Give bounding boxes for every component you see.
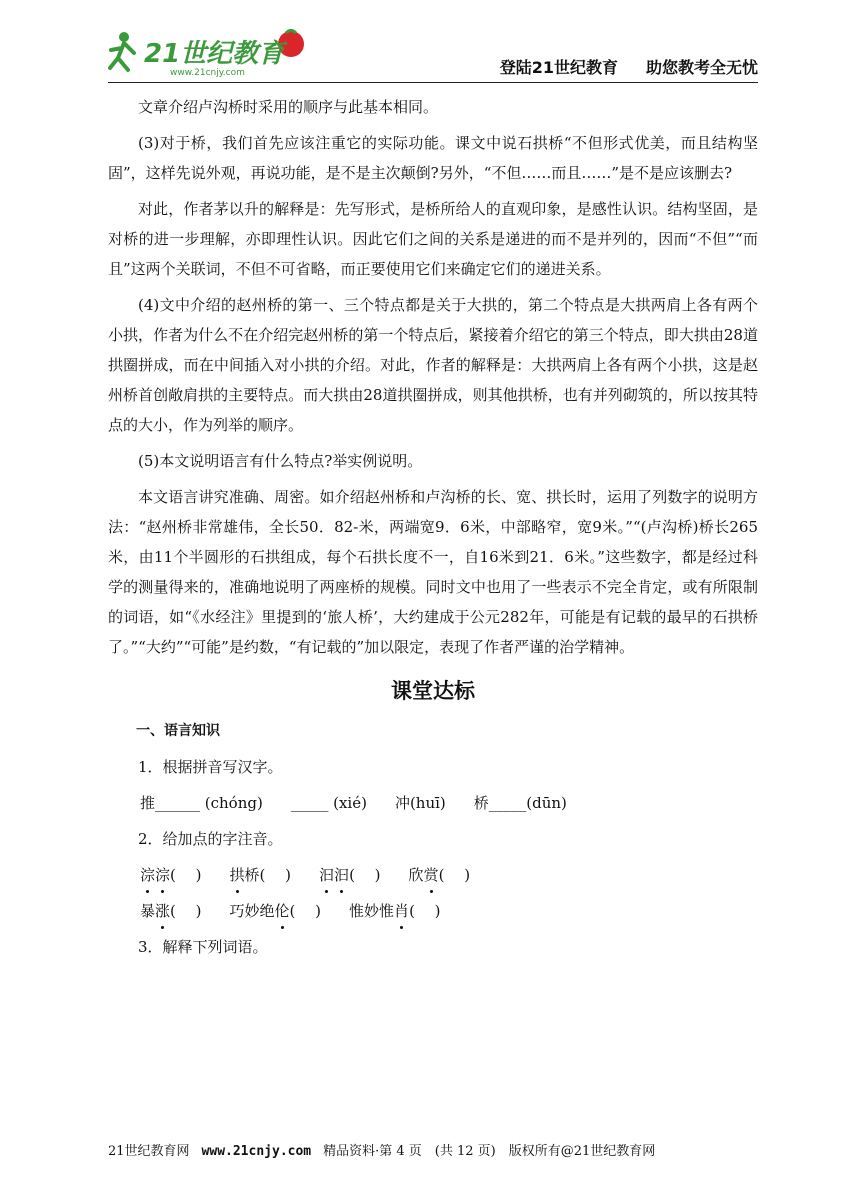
logo-url: www.21cnjy.com — [170, 68, 245, 78]
dotted-word: 暴涨( ) — [140, 902, 202, 920]
pinyin-items — [108, 788, 758, 818]
footer-site: 21世纪教育网 — [108, 1144, 190, 1159]
dotted-word: 拱桥( ) — [230, 866, 292, 884]
pinyin-item: 桥_____(dūn) — [473, 794, 567, 812]
section-title: 一、语言知识 — [136, 723, 220, 739]
question-3: 3．解释下列词语。 — [138, 938, 268, 956]
pinyin-item: _____ (xié) — [290, 794, 367, 812]
dotted-char: 伦 — [275, 896, 290, 926]
dotted-char: 涨 — [155, 896, 170, 926]
dotted-char: 肖 — [394, 896, 409, 926]
logo-text: 21世纪教育 — [144, 39, 285, 69]
dotted-word: 惟妙惟肖( ) — [349, 902, 441, 920]
paragraph: 本文语言讲究准确、周密。如介绍赵州桥和卢沟桥的长、宽、拱长时，运用了列数字的说明方法：“赵州桥非常雄伟，全长50．82-米，两端宽9．6米，中部略窄，宽9米。”“(卢沟桥)桥长265米，由11个半圆形的石拱组成，每个石拱长度不一，自16米到21．6米。”这些数字，都是经过科学的测量得来的，准确地说明了两座桥的规模。同时文中也用了一些表示不完全肯定，或有所限制的词语，如“《水经注》里提到的‘旅人桥’，大约建成于公元282年，可能是有记载的最早的石拱桥了。”“大约”“可能”是约数，“有记载的”加以限定，表现了作者严谨的治学精神。 — [108, 488, 758, 656]
paragraph: 对此，作者茅以升的解释是：先写形式，是桥所给人的直观印象，是感性认识。结构坚固，是对桥的进一步理解，亦即理性认识。因此它们之间的关系是递进的而不是并列的，因而“不但”“而且”这两个关联词，不但不可省略，而正要使用它们来确定它们的递进关系。 — [108, 200, 758, 278]
dotted-word-row — [108, 860, 758, 890]
pinyin-item: 推______ (chóng) — [140, 794, 263, 812]
page-header — [108, 24, 758, 83]
section-heading: 课堂达标 — [391, 679, 475, 703]
footer-url[interactable]: www.21cnjy.com — [201, 1144, 312, 1159]
dotted-char: 淙 — [155, 860, 170, 890]
header-slogan-text: 助您教考全无忧 — [645, 58, 758, 77]
pinyin-item: 冲(huī) — [394, 794, 446, 812]
dotted-char: 淙 — [140, 860, 155, 890]
header-login-text: 登陆21世纪教育 — [499, 58, 618, 77]
question-2: 2．给加点的字注音。 — [138, 830, 283, 848]
paragraph: (5)本文说明语言有什么特点?举实例说明。 — [138, 452, 423, 470]
dotted-char: 汩 — [319, 860, 334, 890]
dotted-word: 巧妙绝伦( ) — [230, 902, 322, 920]
logo-21cnjy — [108, 28, 308, 78]
footer-info: 精品资料·第 4 页 (共 12 页) 版权所有@21世纪教育网 — [323, 1144, 656, 1159]
paragraph: 文章介绍卢沟桥时采用的顺序与此基本相同。 — [138, 98, 439, 116]
dotted-word: 汩汩( ) — [319, 866, 381, 884]
page-content — [108, 92, 758, 968]
dotted-word: 淙淙( ) — [140, 866, 202, 884]
dotted-word: 欣赏( ) — [409, 866, 471, 884]
question-1: 1．根据拼音写汉字。 — [138, 758, 283, 776]
page-footer — [108, 1140, 758, 1159]
dotted-char: 赏 — [424, 860, 439, 890]
paragraph: (4)文中介绍的赵州桥的第一、三个特点都是关于大拱的，第二个特点是大拱两肩上各有两个小拱，作者为什么不在介绍完赵州桥的第一个特点后，紧接着介绍它的第三个特点，即大拱由28道拱圈拼成，而在中间插入对小拱的介绍。对此，作者的解释是：大拱两肩上各有两个小拱，这是赵州桥首创敞肩拱的主要特点。而大拱由28道拱圈拼成，则其他拱桥，也有并列砌筑的，所以按其特点的大小，作为列举的顺序。 — [108, 296, 758, 434]
dotted-word-row — [108, 896, 758, 926]
dotted-char: 汩 — [334, 860, 349, 890]
dotted-char: 拱 — [230, 860, 245, 890]
header-slogan — [472, 55, 758, 78]
paragraph: (3)对于桥，我们首先应该注重它的实际功能。课文中说石拱桥“不但形式优美，而且结构坚固”，这样先说外观，再说功能，是不是主次颠倒?另外，“不但……而且……”是不是应该删去? — [108, 134, 758, 182]
